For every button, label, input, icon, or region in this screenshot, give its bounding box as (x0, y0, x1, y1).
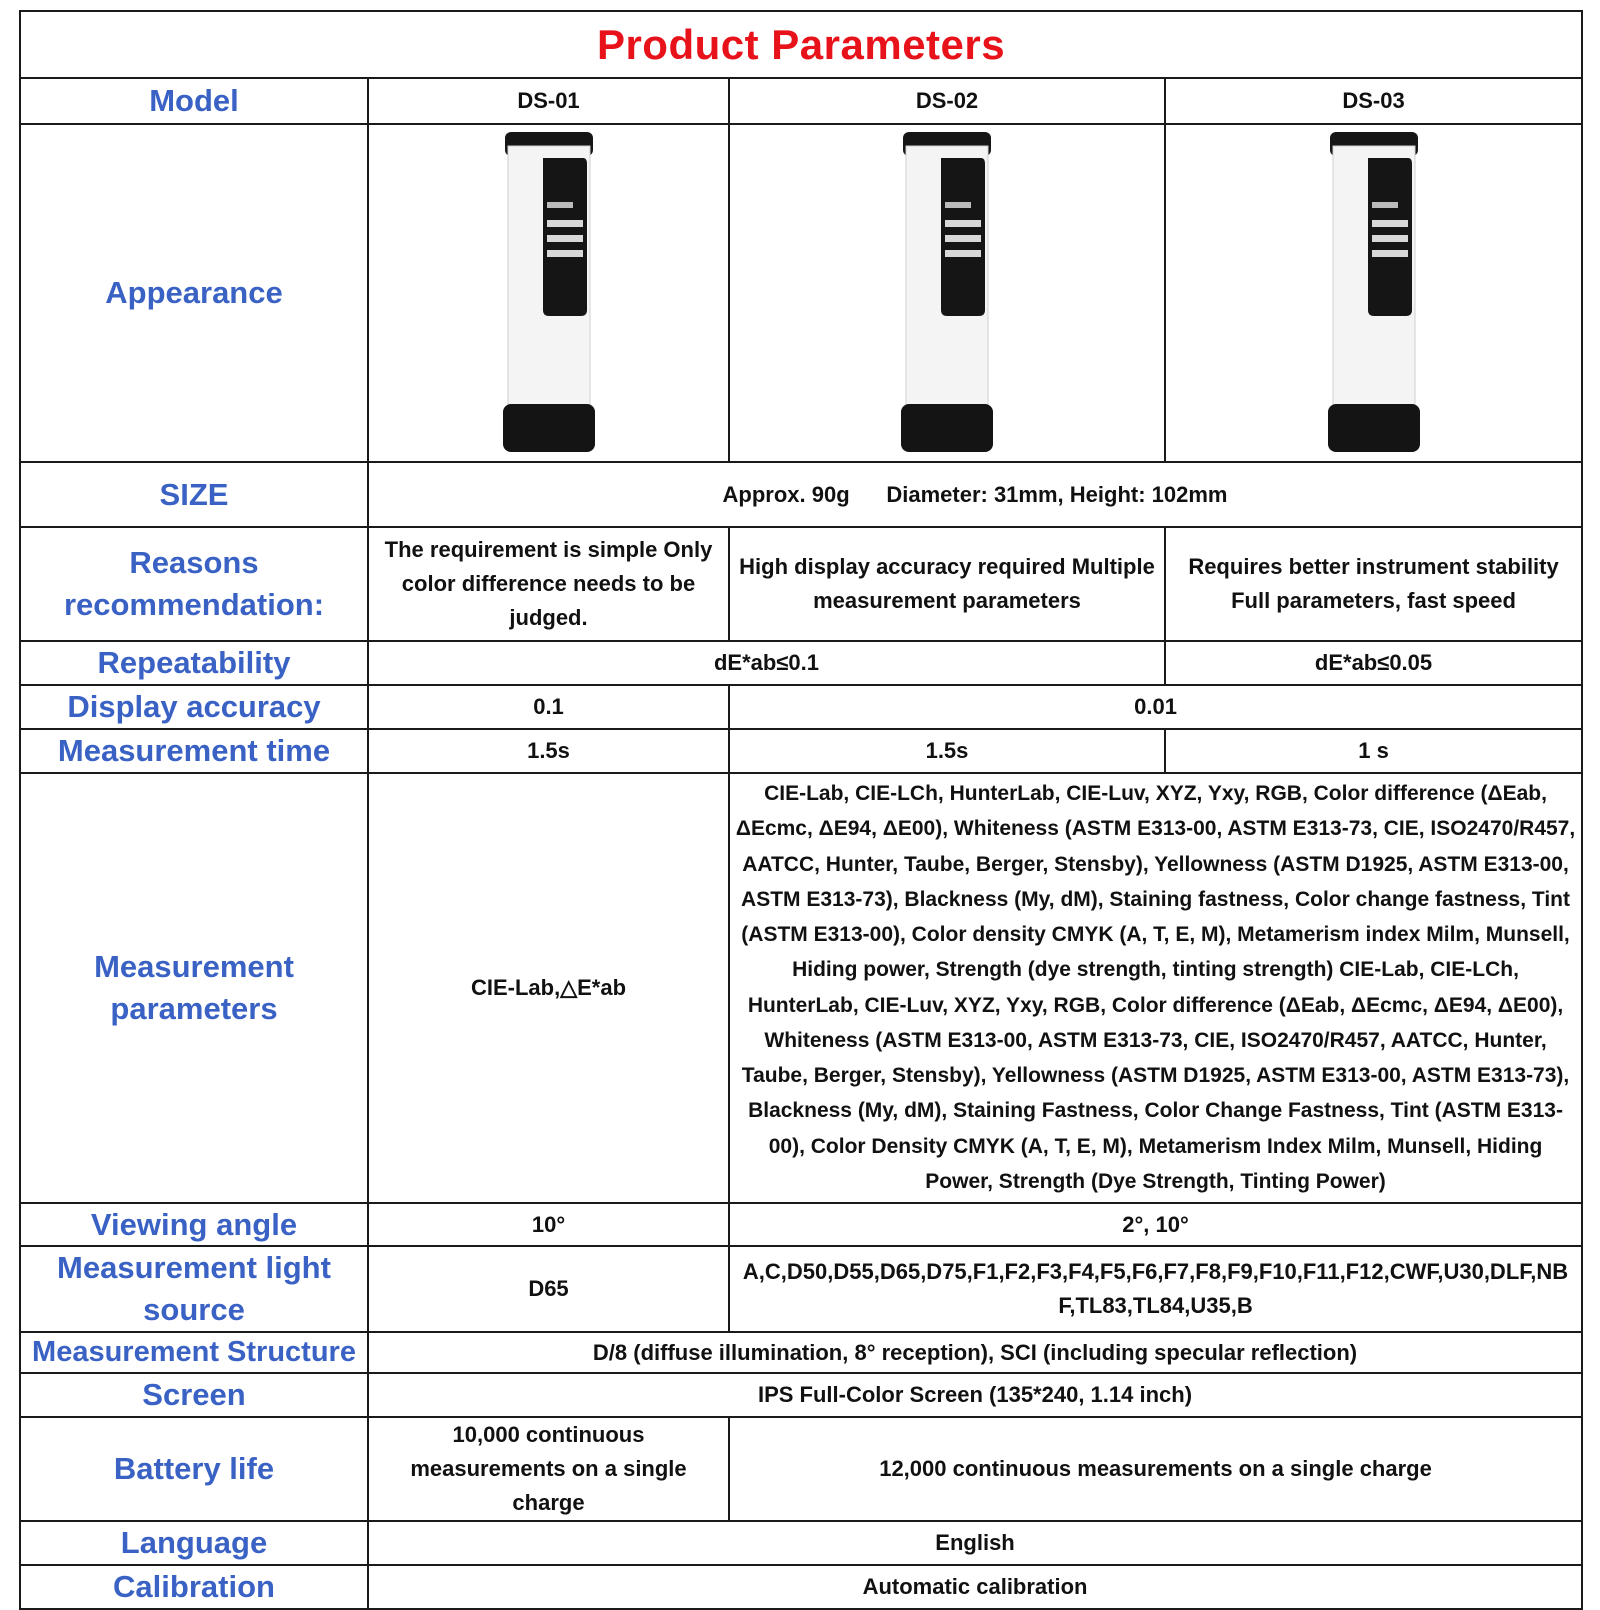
repeatability-ds01-ds02: dE*ab≤0.1 (368, 641, 1165, 685)
battery-row (20, 1417, 1582, 1521)
screen-value: IPS Full-Color Screen (135*240, 1.14 inch) (368, 1373, 1582, 1417)
light-source-row (20, 1246, 1582, 1332)
display-accuracy-ds01: 0.1 (368, 685, 729, 729)
device-image-ds01 (503, 132, 595, 454)
battery-ds01: 10,000 continuous measurements on a single charge (368, 1417, 729, 1521)
light-source-label: Measurement light source (20, 1246, 368, 1332)
calibration-value: Automatic calibration (368, 1565, 1582, 1609)
calibration-label: Calibration (20, 1565, 368, 1609)
appearance-ds02 (729, 124, 1165, 462)
viewing-angle-ds01: 10° (368, 1203, 729, 1247)
repeatability-row (20, 641, 1582, 685)
reasons-ds03: Requires better instrument stability Full parameters, fast speed (1165, 527, 1582, 641)
measurement-time-row (20, 729, 1582, 773)
measurement-parameters-row (20, 773, 1582, 1203)
size-row (20, 462, 1582, 527)
appearance-row (20, 124, 1582, 462)
title-row (20, 11, 1582, 78)
appearance-ds03 (1165, 124, 1582, 462)
structure-row (20, 1332, 1582, 1373)
model-label: Model (20, 78, 368, 124)
display-accuracy-label: Display accuracy (20, 685, 368, 729)
language-value: English (368, 1521, 1582, 1565)
model-row (20, 78, 1582, 124)
screen-label: Screen (20, 1373, 368, 1417)
viewing-angle-row (20, 1203, 1582, 1247)
model-ds03: DS-03 (1165, 78, 1582, 124)
display-accuracy-row (20, 685, 1582, 729)
display-accuracy-ds02-ds03: 0.01 (729, 685, 1582, 729)
reasons-ds01: The requirement is simple Only color difference needs to be judged. (368, 527, 729, 641)
viewing-angle-label: Viewing angle (20, 1203, 368, 1247)
measurement-time-label: Measurement time (20, 729, 368, 773)
measurement-parameters-ds02-ds03: CIE-Lab, CIE-LCh, HunterLab, CIE-Luv, XYZ, Yxy, RGB, Color difference (ΔEab, ΔEcmc, ΔE94, ΔE00), Whiteness (ASTM E313-00, ASTM E313-73, CIE, ISO2470/R457, AATCC, Hunter, Taube, Berger, Stensby), Yellowness (ASTM D1925, ASTM E313-00, ASTM E313-73), Blackness (My, dM), Staining fastness, Color change fastness, Tint (ASTM E313-00), Color density CMYK (A, T, E, M), Metamerism index Milm, Munsell, Hiding power, Strength (dye strength, tinting strength) CIE-Lab, CIE-LCh, HunterLab, CIE-Luv, XYZ, Yxy, RGB, Color difference (ΔEab, ΔEcmc, ΔE94, ΔE00), Whiteness (ASTM E313-00, ASTM E313-73, CIE, ISO2470/R457, AATCC, Hunter, Taube, Berger, Stensby), Yellowness (ASTM D1925, ASTM E313-00, ASTM E313-73), Blackness (My, dM), Staining Fastness, Color Change Fastness, Tint (ASTM E313-00), Color Density CMYK (A, T, E, M), Metamerism Index Milm, Munsell, Hiding Power, Strength (Dye Strength, Tinting Power) (729, 773, 1582, 1203)
repeatability-ds03: dE*ab≤0.05 (1165, 641, 1582, 685)
calibration-row (20, 1565, 1582, 1609)
measurement-time-ds01: 1.5s (368, 729, 729, 773)
size-value: Approx. 90g Diameter: 31mm, Height: 102mm (368, 462, 1582, 527)
screen-row (20, 1373, 1582, 1417)
reasons-row (20, 527, 1582, 641)
structure-value: D/8 (diffuse illumination, 8° reception), SCI (including specular reflection) (368, 1332, 1582, 1373)
measurement-time-ds03: 1 s (1165, 729, 1582, 773)
measurement-parameters-ds01: CIE-Lab,△E*ab (368, 773, 729, 1203)
reasons-ds02: High display accuracy required Multiple measurement parameters (729, 527, 1165, 641)
structure-label: Measurement Structure (20, 1332, 368, 1373)
measurement-time-ds02: 1.5s (729, 729, 1165, 773)
viewing-angle-ds02-ds03: 2°, 10° (729, 1203, 1582, 1247)
reasons-label: Reasons recommendation: (20, 527, 368, 641)
light-source-ds01: D65 (368, 1246, 729, 1332)
appearance-label: Appearance (20, 124, 368, 462)
model-ds02: DS-02 (729, 78, 1165, 124)
light-source-ds02-ds03: A,C,D50,D55,D65,D75,F1,F2,F3,F4,F5,F6,F7,F8,F9,F10,F11,F12,CWF,U30,DLF,NBF,TL83,TL84,U35,B (729, 1246, 1582, 1332)
measurement-parameters-label: Measurement parameters (20, 773, 368, 1203)
battery-ds02-ds03: 12,000 continuous measurements on a single charge (729, 1417, 1582, 1521)
language-label: Language (20, 1521, 368, 1565)
table-title: Product Parameters (20, 11, 1582, 78)
device-image-ds03 (1328, 132, 1420, 454)
battery-label: Battery life (20, 1417, 368, 1521)
appearance-ds01 (368, 124, 729, 462)
language-row (20, 1521, 1582, 1565)
product-parameters-table (19, 10, 1583, 1610)
size-label: SIZE (20, 462, 368, 527)
repeatability-label: Repeatability (20, 641, 368, 685)
model-ds01: DS-01 (368, 78, 729, 124)
device-image-ds02 (901, 132, 993, 454)
